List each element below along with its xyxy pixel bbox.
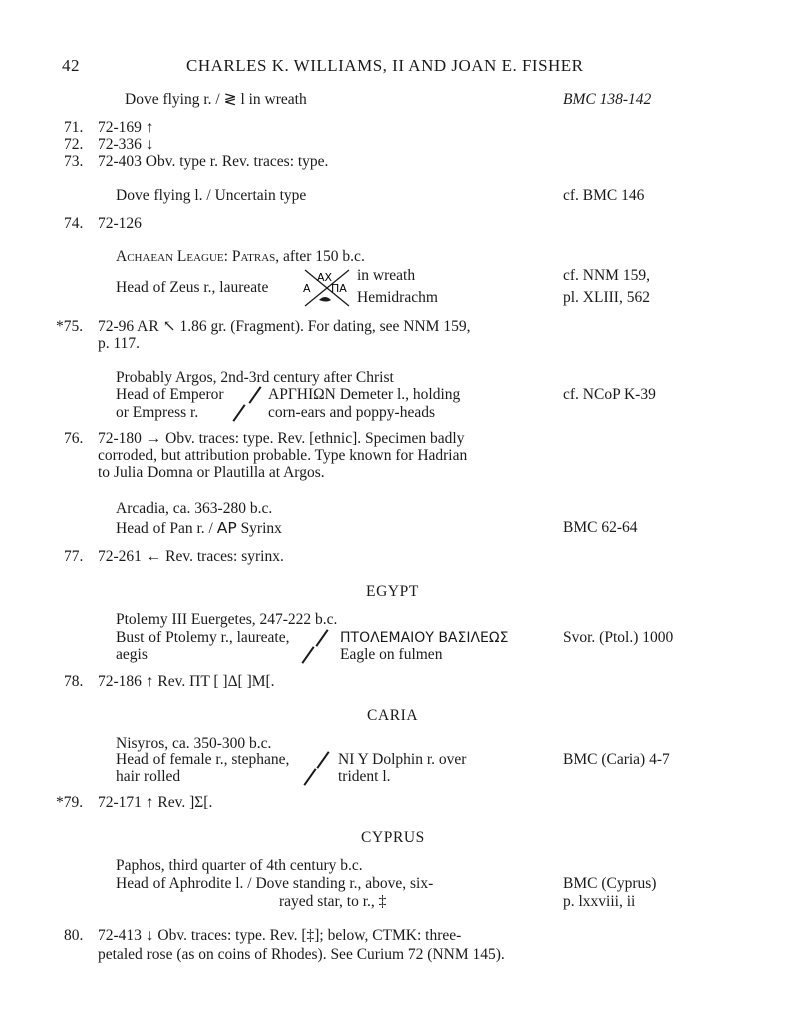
entry-text: 72-186 ↑ Rev. ΠΤ [ ]Δ[ ]Μ[. [98, 673, 275, 690]
mint-heading: Ptolemy III Euergetes, 247-222 b.c. [116, 611, 338, 628]
entry-text-line-2: corroded, but attribution probable. Type known for Hadrian [98, 447, 468, 464]
reference: cf. NCoP K-39 [563, 386, 656, 403]
separator-slash [232, 404, 245, 422]
entry-text-line-2: p. 117. [98, 335, 141, 352]
separator-slash [303, 768, 316, 786]
entry-text: 72-126 [98, 215, 142, 232]
obverse-description: Head of Zeus r., laureate [116, 279, 269, 296]
reverse-line-1: in wreath [357, 267, 416, 284]
arcadian-monogram-icon: ΑΡ [216, 519, 237, 537]
entry-number: *79. [56, 794, 84, 811]
obverse-line-2: aegis [116, 646, 148, 663]
desc-post: Syrinx [240, 520, 282, 537]
separator-slash [316, 751, 329, 769]
type-description [116, 519, 282, 538]
reference-line-1: BMC (Cyprus) [563, 875, 657, 892]
obverse-line-2: or Empress r. [116, 404, 199, 421]
reference: BMC (Caria) 4-7 [563, 751, 670, 768]
obverse-line-2: hair rolled [116, 768, 181, 785]
entry-text: 72-261 ← Rev. traces: syrinx. [98, 548, 284, 565]
obverse-line-1: Head of female r., stephane, [116, 751, 290, 768]
entry-number: 73. [64, 153, 84, 170]
mint-name: Achaean League: Patras, [116, 248, 280, 265]
entry-text-line-1: 72-180 → Obv. traces: type. Rev. [ethnic]. Specimen badly [98, 430, 465, 447]
entry-number: 80. [64, 927, 84, 944]
desc-pre: Head of Pan r. / [116, 520, 213, 537]
running-title: CHARLES K. WILLIAMS, II AND JOAN E. FISHER [186, 56, 584, 75]
reverse-legend: ΠΤΟΛΕΜΑΙΟΥ ΒΑΣΙΛΕΩΣ [340, 630, 509, 646]
mint-heading: Nisyros, ca. 350-300 b.c. [116, 735, 272, 752]
monogram-pa: ΠA [331, 282, 347, 295]
section-heading: EGYPT [366, 583, 419, 600]
mint-heading: Probably Argos, 2nd-3rd century after Christ [116, 369, 394, 386]
mint-heading: Arcadia, ca. 363-280 b.c. [116, 500, 273, 517]
reverse-line-2: Hemidrachm [357, 289, 438, 306]
page-number: 42 [62, 56, 80, 75]
reference-line-2: p. lxxviii, ii [563, 893, 636, 910]
entry-text-line-1: 72-96 AR ↖ 1.86 gr. (Fragment). For dating, see NNM 159, [98, 318, 471, 335]
entry-number: 74. [64, 215, 84, 232]
section-heading: CYPRUS [361, 829, 425, 846]
entry-number: 76. [64, 430, 84, 447]
description-line-2: rayed star, to r., ‡ [279, 893, 387, 910]
reverse-line-1: NI Y Dolphin r. over [338, 751, 467, 768]
entry-number: 72. [64, 136, 84, 153]
reference: BMC 138-142 [563, 91, 652, 108]
monogram-icon [301, 268, 353, 308]
entry-number: *75. [56, 318, 84, 335]
reference: cf. BMC 146 [563, 187, 645, 204]
type-description: Dove flying l. / Uncertain type [116, 187, 307, 204]
description-line-1: Head of Aphrodite l. / Dove standing r., above, six- [116, 875, 434, 892]
monogram-a: A [303, 282, 311, 295]
entry-text: 72-171 ↑ Rev. ]Σ[. [98, 794, 213, 811]
entry-text-line-1: 72-413 ↓ Obv. traces: type. Rev. [‡]; below, CTMK: three- [98, 927, 462, 944]
entry-number: 77. [64, 548, 84, 565]
entry-number: 71. [64, 119, 84, 136]
mint-heading: Paphos, third quarter of 4th century b.c. [116, 857, 363, 874]
entry-text-line-2: petaled rose (as on coins of Rhodes). See Curium 72 (NNM 145). [98, 946, 505, 963]
separator-slash [315, 629, 328, 647]
monogram-ax: AX [317, 271, 333, 284]
obverse-line-1: Head of Emperor [116, 386, 224, 403]
entry-text-line-3: to Julia Domna or Plautilla at Argos. [98, 464, 325, 481]
reference-line-1: cf. NNM 159, [563, 267, 650, 284]
entry-number: 78. [64, 673, 84, 690]
reverse-line-2: trident l. [338, 768, 391, 785]
reference-line-2: pl. XLIII, 562 [563, 289, 650, 306]
reverse-line-1: ΑΡΓΗΙΩΝ Demeter l., holding [268, 386, 461, 403]
reverse-line-2: corn-ears and poppy-heads [268, 404, 435, 421]
entry-text: 72-403 Obv. type r. Rev. traces: type. [98, 153, 329, 170]
separator-slash [248, 386, 261, 404]
reference: Svor. (Ptol.) 1000 [563, 629, 674, 646]
type-description: Dove flying r. / ≷ l in wreath [125, 91, 307, 108]
entry-text: 72-169 ↑ [98, 119, 154, 136]
entry-text: 72-336 ↓ [98, 136, 154, 153]
section-heading: CARIA [367, 707, 419, 724]
reference: BMC 62-64 [563, 519, 638, 536]
separator-slash [301, 646, 314, 664]
mint-date: after 150 b.c. [283, 248, 365, 265]
mint-heading [116, 248, 365, 266]
reverse-type: Eagle on fulmen [340, 646, 443, 663]
obverse-line-1: Bust of Ptolemy r., laureate, [116, 629, 290, 646]
